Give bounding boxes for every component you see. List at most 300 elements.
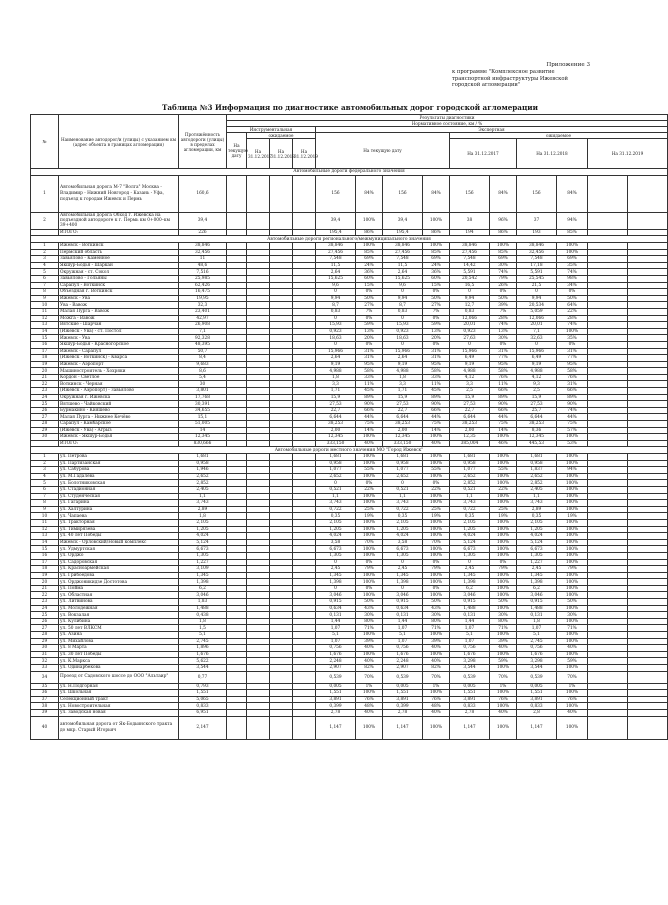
road-length: 0,958 bbox=[179, 460, 227, 467]
road-name: ул. Чапаева bbox=[59, 513, 179, 520]
empty-cell bbox=[588, 645, 628, 652]
empty-cell bbox=[628, 381, 668, 388]
value-km: 38,846 bbox=[450, 243, 490, 250]
empty-cell bbox=[293, 361, 316, 368]
empty-cell bbox=[227, 229, 247, 236]
value-km: 12,35 bbox=[450, 434, 490, 441]
value-pct: 50% bbox=[490, 599, 517, 606]
table-row bbox=[31, 467, 668, 474]
value-pct: 100% bbox=[490, 493, 517, 500]
value-pct: 13% bbox=[490, 328, 517, 335]
value-pct: 13% bbox=[423, 328, 450, 335]
road-length: 62,426 bbox=[179, 282, 227, 289]
road-name: Сарапул - Камбарское bbox=[59, 421, 179, 428]
value-km: 156 bbox=[383, 175, 423, 212]
empty-cell bbox=[270, 355, 293, 362]
road-length: 30,391 bbox=[179, 401, 227, 408]
empty-cell bbox=[588, 454, 628, 461]
value-km: 2,45 bbox=[450, 566, 490, 573]
row-number: 29 bbox=[31, 638, 59, 645]
value-km: 2,652 bbox=[383, 473, 423, 480]
value-km: 1,676 bbox=[517, 651, 557, 658]
empty-cell bbox=[227, 638, 247, 645]
empty-cell bbox=[628, 539, 668, 546]
empty-cell bbox=[270, 480, 293, 487]
value-km: 1,1 bbox=[517, 493, 557, 500]
empty-cell bbox=[588, 381, 628, 388]
value-km: 1,44 bbox=[316, 618, 356, 625]
empty-cell bbox=[270, 348, 293, 355]
header-instrumental: Инструментальная bbox=[227, 127, 316, 133]
empty-cell bbox=[227, 500, 247, 507]
road-length: 14 bbox=[179, 427, 227, 434]
empty-cell bbox=[293, 513, 316, 520]
empty-cell bbox=[628, 407, 668, 414]
empty-cell bbox=[270, 539, 293, 546]
row-number bbox=[31, 229, 59, 236]
empty-cell bbox=[247, 500, 270, 507]
empty-cell bbox=[293, 374, 316, 381]
page-title: Таблица №3 Информация по диагностике автомобильных дорог городской агломерации bbox=[162, 103, 538, 112]
empty-cell bbox=[588, 394, 628, 401]
value-pct: 31% bbox=[490, 348, 517, 355]
empty-cell bbox=[247, 229, 270, 236]
header-num: № bbox=[31, 115, 59, 169]
value-km: 11,5 bbox=[316, 262, 356, 269]
empty-cell bbox=[588, 480, 628, 487]
empty-cell bbox=[227, 256, 247, 263]
road-name: Сарапул - Воткинск bbox=[59, 282, 179, 289]
road-length: 11 bbox=[179, 256, 227, 263]
value-km: 4,024 bbox=[383, 533, 423, 540]
empty-cell bbox=[628, 414, 668, 421]
empty-cell bbox=[293, 696, 316, 703]
value-km: 9,3 bbox=[517, 381, 557, 388]
empty-cell bbox=[588, 703, 628, 710]
empty-cell bbox=[270, 212, 293, 229]
empty-cell bbox=[628, 328, 668, 335]
road-name: (Ижевск - Воткинск) - Кварса bbox=[59, 355, 179, 362]
road-name: (Ижевск - Аэропорт) - Завьялово bbox=[59, 388, 179, 395]
empty-cell bbox=[293, 335, 316, 342]
value-pct: 100% bbox=[557, 585, 588, 592]
value-km: 1,147 bbox=[383, 716, 423, 739]
road-length: 5,1 bbox=[179, 632, 227, 639]
header-year: На 31.12.2017 bbox=[450, 139, 517, 169]
road-name: Ижевск - Орловский/Новый комплекс bbox=[59, 539, 179, 546]
empty-cell bbox=[270, 526, 293, 533]
value-pct: 100% bbox=[490, 716, 517, 739]
value-pct: 0% bbox=[557, 341, 588, 348]
road-name: ул. Сабурова bbox=[59, 467, 179, 474]
value-pct: 50% bbox=[557, 599, 588, 606]
value-km: 1,07 bbox=[450, 638, 490, 645]
annex-title: Приложение 3 bbox=[546, 62, 590, 68]
value-pct: 1% bbox=[356, 683, 383, 690]
value-pct: 77% bbox=[557, 355, 588, 362]
empty-cell bbox=[270, 572, 293, 579]
value-pct: 22% bbox=[557, 308, 588, 315]
empty-cell bbox=[293, 427, 316, 434]
value-km: 1,205 bbox=[450, 526, 490, 533]
empty-cell bbox=[247, 368, 270, 375]
value-km: 0,005 bbox=[383, 683, 423, 690]
empty-cell bbox=[227, 212, 247, 229]
empty-cell bbox=[227, 506, 247, 513]
road-name: Окружная - ст. Сокол bbox=[59, 269, 179, 276]
road-name: Завьялово - Каменное bbox=[59, 256, 179, 263]
value-pct: 100% bbox=[490, 460, 517, 467]
empty-cell bbox=[293, 440, 316, 447]
table-row bbox=[31, 341, 668, 348]
table-row bbox=[31, 632, 668, 639]
empty-cell bbox=[227, 625, 247, 632]
empty-cell bbox=[588, 249, 628, 256]
empty-cell bbox=[588, 579, 628, 586]
empty-cell bbox=[270, 388, 293, 395]
empty-cell bbox=[270, 533, 293, 540]
empty-cell bbox=[247, 315, 270, 322]
value-pct: 100% bbox=[356, 690, 383, 697]
value-pct: 43% bbox=[356, 605, 383, 612]
value-km: 27,53 bbox=[316, 401, 356, 408]
empty-cell bbox=[628, 651, 668, 658]
value-pct: 25% bbox=[423, 506, 450, 513]
empty-cell bbox=[628, 269, 668, 276]
road-name: Автомобильная дорога М-7 "Волга" Москва - Владимир - Нижний Новгород - Казань - Уфа, подъезд к городам Ижевск и Пермь bbox=[59, 175, 179, 212]
value-pct: 30% bbox=[490, 262, 517, 269]
section-title: Автомобильные дороги федерального значения bbox=[31, 169, 668, 176]
road-name: автомобильная дорога от Як-Бодьинского тракта до мкр. Старый Игорьич bbox=[59, 716, 179, 739]
value-km: 6,49 bbox=[450, 355, 490, 362]
value-pct: 82% bbox=[423, 665, 450, 672]
empty-cell bbox=[293, 632, 316, 639]
row-number: 28 bbox=[31, 421, 59, 428]
table-row bbox=[31, 559, 668, 566]
road-length: 0,833 bbox=[179, 703, 227, 710]
value-pct: 0% bbox=[356, 480, 383, 487]
value-km: 2,652 bbox=[517, 473, 557, 480]
empty-cell bbox=[588, 683, 628, 690]
empty-cell bbox=[293, 703, 316, 710]
table-row bbox=[31, 612, 668, 619]
value-km: 15,966 bbox=[450, 348, 490, 355]
empty-cell bbox=[628, 493, 668, 500]
road-length: 1,305 bbox=[179, 552, 227, 559]
value-pct: 100% bbox=[356, 546, 383, 553]
empty-cell bbox=[247, 690, 270, 697]
road-name: ул. Вокзалая bbox=[59, 612, 179, 619]
value-km: 5,1 bbox=[316, 632, 356, 639]
value-pct: 40% bbox=[490, 645, 517, 652]
value-km: 2,78 bbox=[450, 709, 490, 716]
value-km: 21,5 bbox=[517, 282, 557, 289]
empty-cell bbox=[247, 513, 270, 520]
table-row bbox=[31, 212, 668, 229]
empty-cell bbox=[293, 572, 316, 579]
value-pct: 95% bbox=[490, 361, 517, 368]
value-pct: 100% bbox=[423, 434, 450, 441]
table-row bbox=[31, 414, 668, 421]
value-pct: 11% bbox=[423, 381, 450, 388]
value-km: 0,915 bbox=[517, 599, 557, 606]
empty-cell bbox=[227, 716, 247, 739]
empty-cell bbox=[293, 355, 316, 362]
row-number: 22 bbox=[31, 381, 59, 388]
row-number: 21 bbox=[31, 585, 59, 592]
value-km: 6,2 bbox=[517, 585, 557, 592]
value-pct: 86% bbox=[423, 229, 450, 236]
value-km: 0,833 bbox=[450, 703, 490, 710]
row-number: 30 bbox=[31, 645, 59, 652]
value-pct: 100% bbox=[423, 493, 450, 500]
table-row bbox=[31, 368, 668, 375]
empty-cell bbox=[247, 533, 270, 540]
empty-cell bbox=[588, 638, 628, 645]
road-length: 4,024 bbox=[179, 533, 227, 540]
value-km: 15,966 bbox=[316, 348, 356, 355]
value-pct: 0% bbox=[356, 341, 383, 348]
value-pct: 100% bbox=[490, 703, 517, 710]
road-name: ул. Пойма bbox=[59, 585, 179, 592]
header-expected: ожидаемое bbox=[450, 133, 668, 139]
value-km: 0,915 bbox=[450, 599, 490, 606]
empty-cell bbox=[247, 480, 270, 487]
value-pct: 14% bbox=[490, 427, 517, 434]
road-name: ул. Михайлова bbox=[59, 638, 179, 645]
empty-cell bbox=[628, 256, 668, 263]
empty-cell bbox=[293, 289, 316, 296]
road-name: Окружная г. Ижевска bbox=[59, 394, 179, 401]
value-pct: 53% bbox=[557, 440, 588, 447]
value-pct: 75% bbox=[356, 421, 383, 428]
empty-cell bbox=[227, 658, 247, 665]
road-name: Ижевск - Ува bbox=[59, 335, 179, 342]
value-km: 3,046 bbox=[517, 592, 557, 599]
value-pct: 94% bbox=[557, 212, 588, 229]
header-year: На 31.12.2018 bbox=[270, 139, 293, 169]
road-length: 3,046 bbox=[179, 592, 227, 599]
table-row bbox=[31, 709, 668, 716]
value-km: 2,78 bbox=[316, 709, 356, 716]
value-pct: 24% bbox=[356, 262, 383, 269]
empty-cell bbox=[270, 486, 293, 493]
value-pct: 64% bbox=[557, 302, 588, 309]
value-km: 0,539 bbox=[383, 671, 423, 683]
header-expert: Экспертная bbox=[316, 127, 668, 133]
value-pct: 60% bbox=[423, 275, 450, 282]
empty-cell bbox=[247, 289, 270, 296]
value-pct: 76% bbox=[490, 374, 517, 381]
empty-cell bbox=[588, 374, 628, 381]
row-number: 17 bbox=[31, 559, 59, 566]
value-km: 16,5 bbox=[450, 282, 490, 289]
value-km: 27,456 bbox=[383, 249, 423, 256]
empty-cell bbox=[227, 427, 247, 434]
value-pct: 90% bbox=[490, 401, 517, 408]
road-length: 226 bbox=[179, 229, 227, 236]
value-km: 1,551 bbox=[316, 690, 356, 697]
value-pct: 55% bbox=[423, 467, 450, 474]
value-pct: 100% bbox=[490, 243, 517, 250]
empty-cell bbox=[628, 434, 668, 441]
road-name: Вятшево - Чайковский bbox=[59, 401, 179, 408]
value-km: 15,9 bbox=[450, 394, 490, 401]
value-km: 2,5 bbox=[517, 388, 557, 395]
value-km: 32,63 bbox=[517, 335, 557, 342]
empty-cell bbox=[227, 434, 247, 441]
empty-cell bbox=[270, 256, 293, 263]
empty-cell bbox=[628, 175, 668, 212]
empty-cell bbox=[247, 328, 270, 335]
table-row bbox=[31, 275, 668, 282]
value-km: 1,147 bbox=[450, 716, 490, 739]
empty-cell bbox=[588, 368, 628, 375]
table-row bbox=[31, 407, 668, 414]
empty-cell bbox=[628, 401, 668, 408]
empty-cell bbox=[588, 552, 628, 559]
value-pct: 100% bbox=[356, 579, 383, 586]
empty-cell bbox=[227, 683, 247, 690]
empty-cell bbox=[247, 175, 270, 212]
value-km: 3,046 bbox=[383, 592, 423, 599]
road-length: 2,745 bbox=[179, 638, 227, 645]
value-pct: 30% bbox=[557, 612, 588, 619]
empty-cell bbox=[588, 407, 628, 414]
value-km: 0,634 bbox=[316, 605, 356, 612]
empty-cell bbox=[247, 243, 270, 250]
road-length: 1,227 bbox=[179, 559, 227, 566]
value-km: 7,548 bbox=[383, 256, 423, 263]
value-km: 156 bbox=[517, 175, 557, 212]
value-km: 8,7 bbox=[383, 302, 423, 309]
value-km: 0,35 bbox=[316, 513, 356, 520]
value-pct: 66% bbox=[490, 388, 517, 395]
empty-cell bbox=[293, 599, 316, 606]
value-km: 2,852 bbox=[517, 480, 557, 487]
value-km: 2,105 bbox=[316, 519, 356, 526]
value-km: 1,205 bbox=[316, 526, 356, 533]
value-km: 1,07 bbox=[383, 638, 423, 645]
road-length: 1,488 bbox=[179, 605, 227, 612]
empty-cell bbox=[270, 328, 293, 335]
road-name: ул. Литвинова bbox=[59, 599, 179, 606]
value-pct: 90% bbox=[356, 401, 383, 408]
empty-cell bbox=[247, 388, 270, 395]
road-length: 7,1 bbox=[179, 328, 227, 335]
row-number: 12 bbox=[31, 526, 59, 533]
empty-cell bbox=[247, 703, 270, 710]
empty-cell bbox=[270, 440, 293, 447]
empty-cell bbox=[270, 467, 293, 474]
value-km: 385,004 bbox=[450, 440, 490, 447]
road-name: ул. Гагарина bbox=[59, 500, 179, 507]
value-km: 22,7 bbox=[450, 407, 490, 414]
value-km: 20,534 bbox=[517, 302, 557, 309]
empty-cell bbox=[628, 559, 668, 566]
empty-cell bbox=[293, 625, 316, 632]
road-length: 2,405 bbox=[179, 486, 227, 493]
empty-cell bbox=[270, 341, 293, 348]
value-pct: 0% bbox=[490, 559, 517, 566]
empty-cell bbox=[227, 289, 247, 296]
table-row bbox=[31, 328, 668, 335]
road-length: 26,908 bbox=[179, 322, 227, 329]
empty-cell bbox=[588, 341, 628, 348]
value-km: 0,722 bbox=[450, 506, 490, 513]
row-number: 26 bbox=[31, 618, 59, 625]
table-row bbox=[31, 539, 668, 546]
row-number: 39 bbox=[31, 709, 59, 716]
row-number: 34 bbox=[31, 671, 59, 683]
value-pct: 100% bbox=[557, 546, 588, 553]
value-pct: 55% bbox=[490, 467, 517, 474]
value-km: 2,45 bbox=[316, 566, 356, 573]
value-km: 0,539 bbox=[517, 671, 557, 683]
empty-cell bbox=[227, 599, 247, 606]
empty-cell bbox=[247, 249, 270, 256]
value-pct: 13% bbox=[356, 328, 383, 335]
value-km: 3,3 bbox=[450, 381, 490, 388]
road-length: 0,793 bbox=[179, 683, 227, 690]
road-length: 8,6 bbox=[179, 368, 227, 375]
value-pct: 85% bbox=[490, 249, 517, 256]
value-km: 2,78 bbox=[383, 709, 423, 716]
value-km: 0 bbox=[450, 289, 490, 296]
value-pct: 100% bbox=[557, 519, 588, 526]
empty-cell bbox=[293, 434, 316, 441]
value-km: 9,94 bbox=[316, 295, 356, 302]
empty-cell bbox=[270, 275, 293, 282]
value-km: 12,066 bbox=[450, 315, 490, 322]
empty-cell bbox=[270, 407, 293, 414]
empty-cell bbox=[247, 572, 270, 579]
value-pct: 100% bbox=[356, 651, 383, 658]
empty-cell bbox=[270, 559, 293, 566]
empty-cell bbox=[588, 585, 628, 592]
value-km: 0,521 bbox=[383, 486, 423, 493]
road-length: 9,683 bbox=[179, 361, 227, 368]
value-km: 2,89 bbox=[517, 506, 557, 513]
empty-cell bbox=[247, 361, 270, 368]
value-pct: 100% bbox=[490, 546, 517, 553]
value-pct: 0% bbox=[490, 341, 517, 348]
empty-cell bbox=[247, 401, 270, 408]
row-number: 10 bbox=[31, 302, 59, 309]
empty-cell bbox=[628, 486, 668, 493]
value-pct: 58% bbox=[423, 368, 450, 375]
value-km: 39,4 bbox=[383, 212, 423, 229]
table-row bbox=[31, 381, 668, 388]
empty-cell bbox=[628, 249, 668, 256]
value-pct: 69% bbox=[423, 256, 450, 263]
empty-cell bbox=[270, 709, 293, 716]
empty-cell bbox=[247, 605, 270, 612]
value-km: 0,539 bbox=[450, 671, 490, 683]
empty-cell bbox=[588, 308, 628, 315]
value-pct: 40% bbox=[423, 658, 450, 665]
table-row bbox=[31, 348, 668, 355]
empty-cell bbox=[227, 328, 247, 335]
empty-cell bbox=[628, 552, 668, 559]
row-number: 16 bbox=[31, 341, 59, 348]
row-number: 2 bbox=[31, 249, 59, 256]
road-name: Машиностроитель - Хохряки bbox=[59, 368, 179, 375]
value-km: 22,7 bbox=[316, 407, 356, 414]
table-row bbox=[31, 486, 668, 493]
empty-cell bbox=[628, 513, 668, 520]
value-pct: 74% bbox=[490, 269, 517, 276]
